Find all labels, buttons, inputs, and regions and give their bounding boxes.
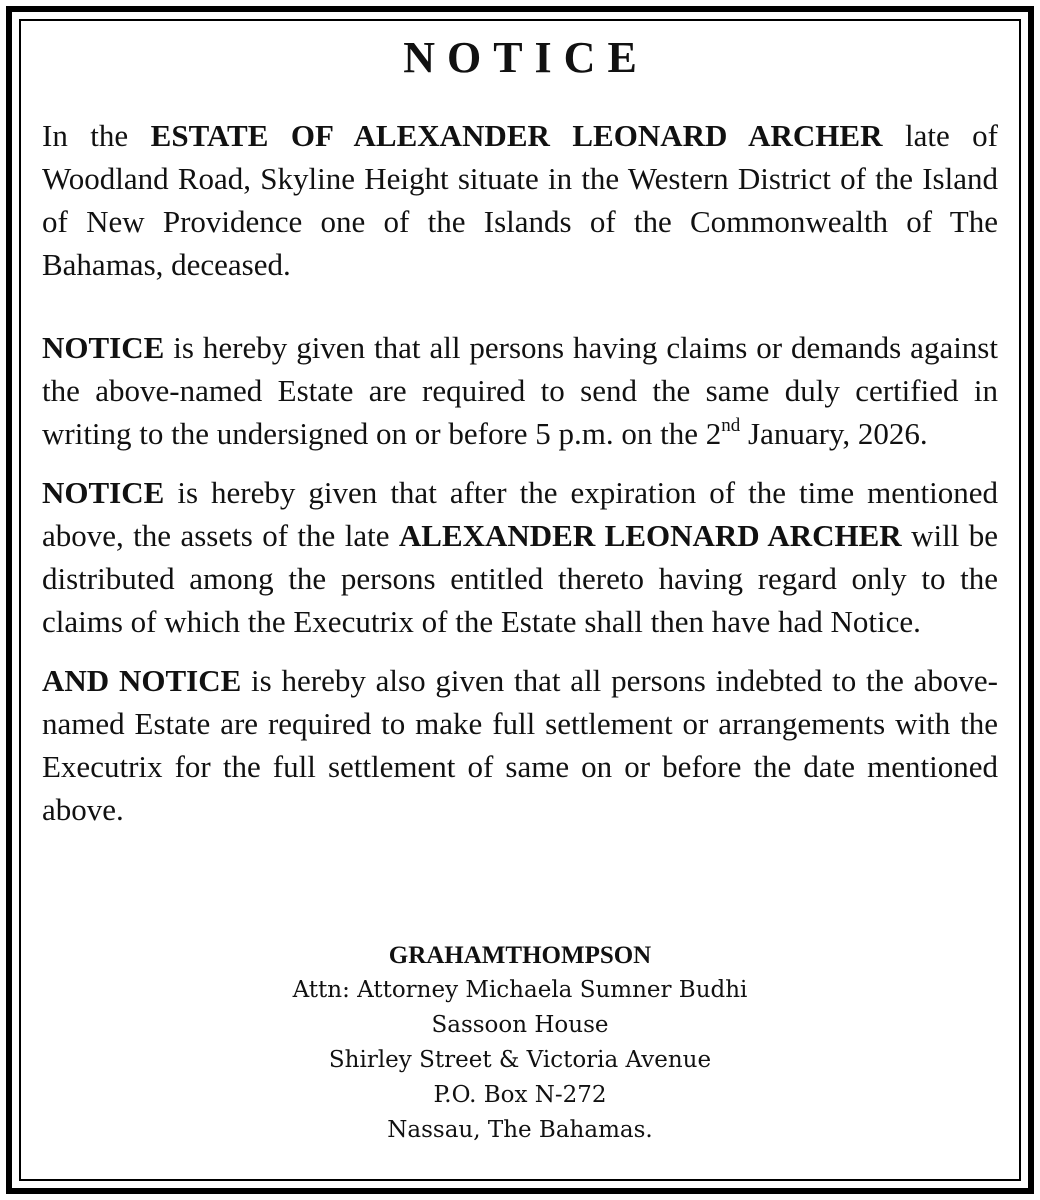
text: is hereby also given that all persons indebted to the above-named Estate are required to make full settlement or arrangements with the Executrix for the full settlement of same on or before the date mentioned above. bbox=[42, 663, 999, 827]
lead-word: AND NOTICE bbox=[42, 663, 242, 698]
firm-name: GRAHAMTHOMPSON bbox=[388, 942, 652, 969]
estate-paragraph bbox=[42, 114, 998, 286]
po-box-line: P.O. Box N-272 bbox=[433, 1082, 607, 1108]
indebted-paragraph bbox=[42, 659, 998, 831]
signature-block bbox=[42, 938, 998, 1148]
text: late of Woodland Road, Skyline Height situate in the Western District of the Island of New Providence one of the Islands of the Commonwealth of The Bahamas, deceased. bbox=[42, 118, 999, 282]
lead-word: NOTICE bbox=[42, 475, 165, 510]
notice-body bbox=[42, 30, 998, 831]
ordinal-suffix: nd bbox=[721, 414, 741, 436]
deceased-name: ALEXANDER LEONARD ARCHER bbox=[398, 518, 902, 553]
estate-name: ESTATE OF ALEXANDER LEONARD ARCHER bbox=[150, 118, 883, 153]
notice-title: NOTICE bbox=[403, 33, 649, 82]
attention-line: Attn: Attorney Michaela Sumner Budhi bbox=[292, 977, 748, 1003]
text: In the bbox=[42, 118, 151, 153]
text: is hereby given that all persons having claims or demands against the above-named Estate are required to send the same duly certified in writing to the undersigned on or before 5 p.m. on the 2 bbox=[42, 330, 998, 451]
text: will be distributed among the persons entitled thereto having regard only to the claims of which the Executrix of the Estate shall then have had Notice. bbox=[42, 518, 999, 639]
text: is hereby given that after the expiration of the time mentioned above, the assets of the late bbox=[42, 475, 998, 553]
text: January, 2026. bbox=[740, 416, 928, 451]
lead-word: NOTICE bbox=[42, 330, 165, 365]
street-line: Shirley Street & Victoria Avenue bbox=[328, 1047, 712, 1073]
building-line: Sassoon House bbox=[431, 1012, 609, 1038]
claims-paragraph bbox=[42, 326, 998, 455]
city-line: Nassau, The Bahamas. bbox=[387, 1117, 653, 1143]
distribution-paragraph bbox=[42, 471, 998, 643]
